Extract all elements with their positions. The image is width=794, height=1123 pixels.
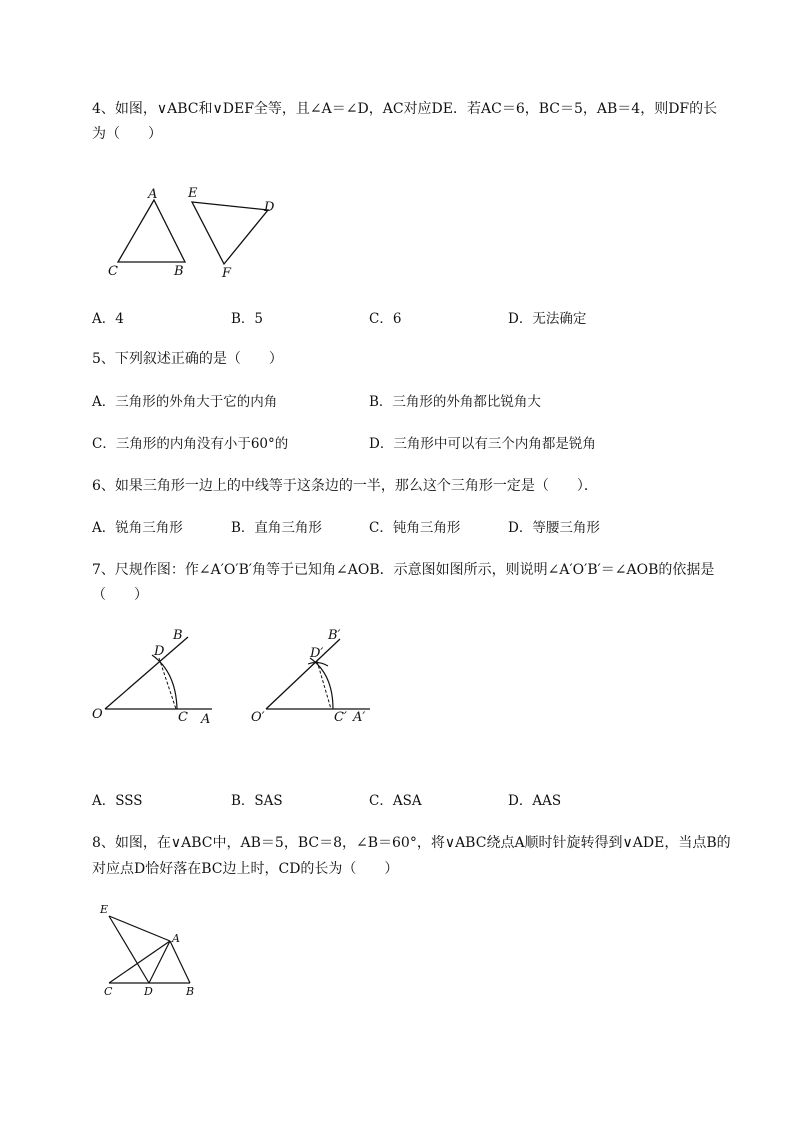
q8-figure <box>94 895 214 1005</box>
q4-label-a: A <box>148 187 158 202</box>
q7-label-d2: D′ <box>310 646 324 661</box>
ray-o2b2 <box>266 639 340 709</box>
q7-option-d: D．AAS <box>508 793 562 809</box>
segment-ea <box>109 916 170 941</box>
q8-label-a: A <box>172 932 180 945</box>
q6-option-c: C．钝角三角形 <box>369 520 461 536</box>
q8-label-c: C <box>104 985 113 998</box>
segment-ab <box>170 941 190 983</box>
q8-stem-line1: 8、如图，在∨ABC中，AB＝5，BC＝8，∠B＝60°，将∨ABC绕点A顺时针旋转得到∨ADE，当点B的 <box>92 835 731 851</box>
q7-label-o2: O′ <box>251 710 265 725</box>
q7-stem-line1: 7、尺规作图：作∠A′O′B′角等于已知角∠AOB．示意图如图所示，则说明∠A′O′B′＝∠AOB的依据是 <box>92 562 715 578</box>
q7-label-d: D <box>154 644 165 659</box>
q7-label-o: O <box>92 707 103 722</box>
q5-stem: 5、下列叙述正确的是（ ） <box>92 351 283 367</box>
q8-label-d: D <box>144 985 153 998</box>
q4-label-d: D <box>264 200 275 215</box>
q4-label-c: C <box>108 264 118 279</box>
dashed-c2d2 <box>317 661 331 709</box>
q4-option-c: C．6 <box>369 311 402 327</box>
q7-option-b: B．SAS <box>231 793 283 809</box>
q6-stem: 6、如果三角形一边上的中线等于这条边的一半，那么这个三角形一定是（ ）． <box>92 478 598 494</box>
q7-label-b: B <box>173 628 183 643</box>
q6-option-d: D．等腰三角形 <box>508 520 600 536</box>
q4-figure <box>100 180 290 280</box>
q5-option-b: B．三角形的外角都比锐角大 <box>369 394 541 410</box>
q8-stem-line2: 对应点D恰好落在BC边上时，CD的长为（ ） <box>92 861 399 877</box>
triangle-abc <box>118 200 185 262</box>
q7-label-a: A <box>201 712 211 727</box>
q4-option-d: D．无法确定 <box>508 311 587 327</box>
q6-option-a: A．锐角三角形 <box>92 520 183 536</box>
q4-option-b: B．5 <box>231 311 264 327</box>
ray-ob <box>105 637 188 709</box>
q7-label-c: C <box>178 710 188 725</box>
q7-stem-line2: （ ） <box>92 587 148 603</box>
segment-ed <box>109 916 149 983</box>
q4-label-b: B <box>174 264 184 279</box>
q7-label-b2: B′ <box>328 628 341 643</box>
q7-option-c: C．ASA <box>369 793 422 809</box>
q4-label-f: F <box>222 266 232 280</box>
q5-option-d: D．三角形中可以有三个内角都是锐角 <box>369 436 596 452</box>
segment-ca <box>109 941 170 983</box>
arc-c2d2 <box>310 658 333 709</box>
q6-option-b: B．直角三角形 <box>231 520 322 536</box>
triangle-def <box>192 202 268 264</box>
q4-stem-line1: 4、如图，∨ABC和∨DEF全等，且∠A＝∠D，AC对应DE．若AC＝6，BC＝5，AB＝4，则DF的长 <box>92 101 718 117</box>
q7-label-c2: C′ <box>334 710 347 725</box>
q4-label-e: E <box>188 186 198 201</box>
q7-option-a: A．SSS <box>92 793 143 809</box>
q8-label-b: B <box>186 985 195 998</box>
q5-option-c: C．三角形的内角没有小于60°的 <box>92 436 289 452</box>
q8-label-e: E <box>100 903 109 916</box>
q4-stem-line2: 为（ ） <box>92 126 162 142</box>
segment-da <box>149 941 170 983</box>
q5-option-a: A．三角形的外角大于它的内角 <box>92 394 278 410</box>
q4-option-a: A．4 <box>92 311 124 327</box>
q7-label-a2: A′ <box>353 710 366 725</box>
q7-figure <box>88 620 388 730</box>
